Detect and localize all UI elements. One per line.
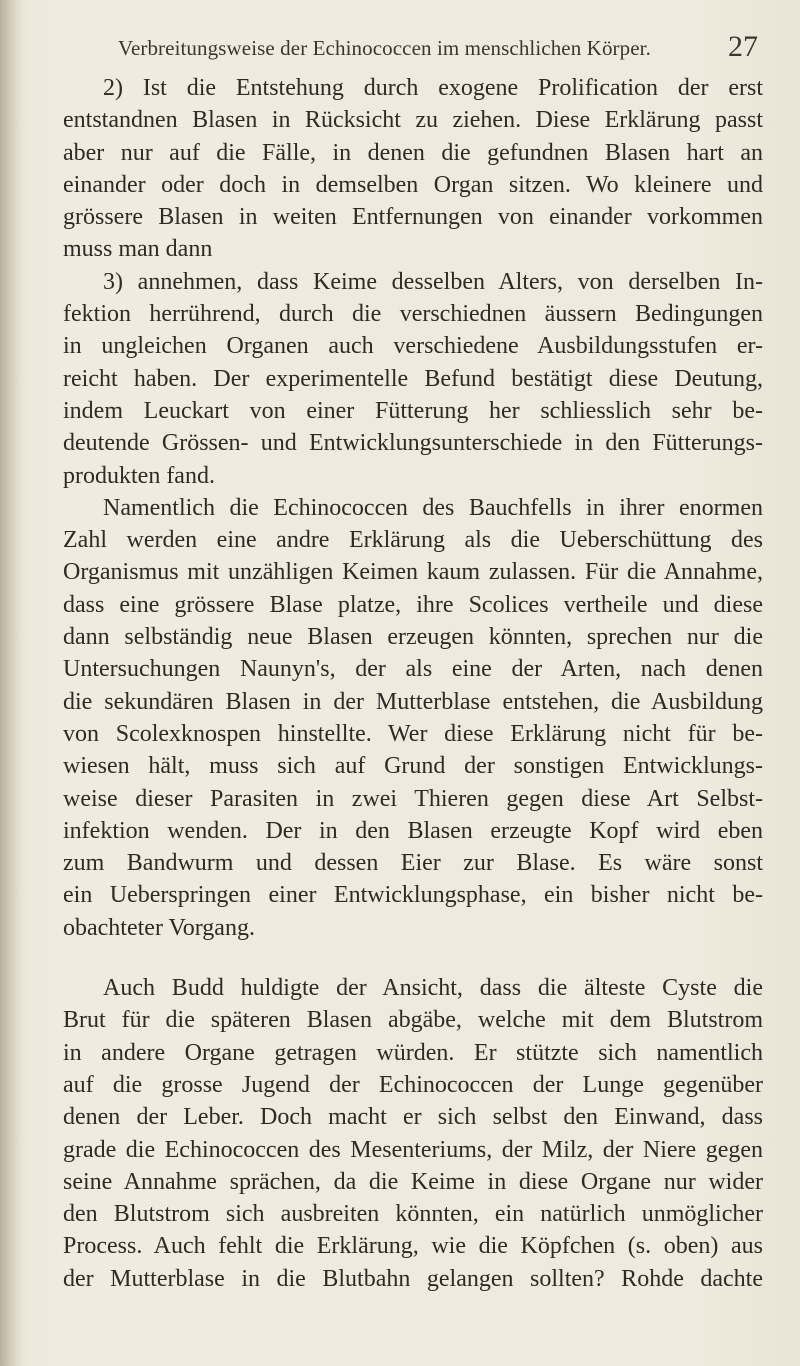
text-line: den Blutstrom sich ausbreiten könnten, ein natürlich unmöglicher (63, 1201, 763, 1228)
text-line: 3) annehmen, dass Keime desselben Alters, von derselben In- (103, 268, 763, 295)
text-line: in ungleichen Organen auch verschiedene Ausbildungsstufen er- (63, 333, 763, 360)
text-line: ein Ueberspringen einer Entwicklungsphase, ein bisher nicht be- (63, 882, 763, 909)
text-line: in andere Organe getragen würden. Er stützte sich namentlich (63, 1039, 763, 1066)
text-line: der Mutterblase in die Blutbahn gelangen sollten? Rohde dachte (63, 1265, 763, 1292)
text-line: Untersuchungen Naunyn's, der als eine der Arten, nach denen (63, 656, 763, 683)
text-line: Auch Budd huldigte der Ansicht, dass die älteste Cyste die (103, 975, 763, 1002)
text-line: fektion herrührend, durch die verschiednen äussern Bedingungen (63, 301, 763, 328)
paragraph-gap (63, 944, 763, 972)
text-line: wiesen hält, muss sich auf Grund der sonstigen Entwicklungs- (63, 753, 763, 780)
text-line: weise dieser Parasiten in zwei Thieren gegen diese Art Selbst- (63, 785, 763, 812)
text-line: Organismus mit unzähligen Keimen kaum zulassen. Für die Annahme, (63, 559, 763, 586)
text-line: Brut für die späteren Blasen abgäbe, welche mit dem Blutstrom (63, 1007, 763, 1034)
text-line: grössere Blasen in weiten Entfernungen von einander vorkommen (63, 204, 763, 231)
page-number: 27 (728, 30, 758, 63)
text-line: von Scolexknospen hinstellte. Wer diese Erklärung nicht für be- (63, 720, 763, 747)
body-text (63, 72, 763, 1295)
text-line: infektion wenden. Der in den Blasen erzeugte Kopf wird eben (63, 817, 763, 844)
text-line: 2) Ist die Entstehung durch exogene Prolification der erst (103, 75, 763, 101)
text-line: reicht haben. Der experimentelle Befund bestätigt diese Deutung, (63, 365, 763, 392)
text-line: Zahl werden eine andre Erklärung als die Ueberschüttung des (63, 527, 763, 554)
text-line: denen der Leber. Doch macht er sich selbst den Einwand, dass (63, 1104, 763, 1131)
text-line: obachteter Vorgang. (63, 914, 255, 941)
text-line: entstandnen Blasen in Rücksicht zu ziehen. Diese Erklärung passt (63, 107, 763, 134)
text-line: deutende Grössen- und Entwicklungsunterschiede in den Fütterungs- (63, 430, 763, 457)
text-line: grade die Echinococcen des Mesenteriums, der Milz, der Niere gegen (63, 1136, 763, 1163)
text-line: Namentlich die Echinococcen des Bauchfells in ihrer enormen (103, 494, 763, 521)
binding-shadow (0, 0, 22, 1366)
text-line: muss man dann (63, 236, 213, 263)
running-title: Verbreitungsweise der Echinococcen im menschlichen Körper. (118, 36, 651, 60)
text-line: auf die grosse Jugend der Echinococcen der Lunge gegenüber (63, 1071, 763, 1098)
text-line: die sekundären Blasen in der Mutterblase entstehen, die Ausbildung (63, 688, 763, 715)
text-line: indem Leuckart von einer Fütterung her schliesslich sehr be- (63, 397, 763, 424)
text-line: Process. Auch fehlt die Erklärung, wie die Köpfchen (s. oben) aus (63, 1233, 763, 1260)
text-line: einander oder doch in demselben Organ sitzen. Wo kleinere und (63, 171, 763, 198)
text-line: aber nur auf die Fälle, in denen die gefundnen Blasen hart an (63, 139, 763, 166)
text-line: dass eine grössere Blase platze, ihre Scolices vertheile und diese (63, 591, 763, 618)
running-head (118, 30, 758, 66)
text-line: dann selbständig neue Blasen erzeugen könnten, sprechen nur die (63, 624, 763, 651)
text-line: zum Bandwurm und dessen Eier zur Blase. Es wäre sonst (63, 850, 763, 877)
text-line: seine Annahme sprächen, da die Keime in diese Organe nur wider (63, 1168, 763, 1195)
text-line: produkten fand. (63, 462, 215, 489)
